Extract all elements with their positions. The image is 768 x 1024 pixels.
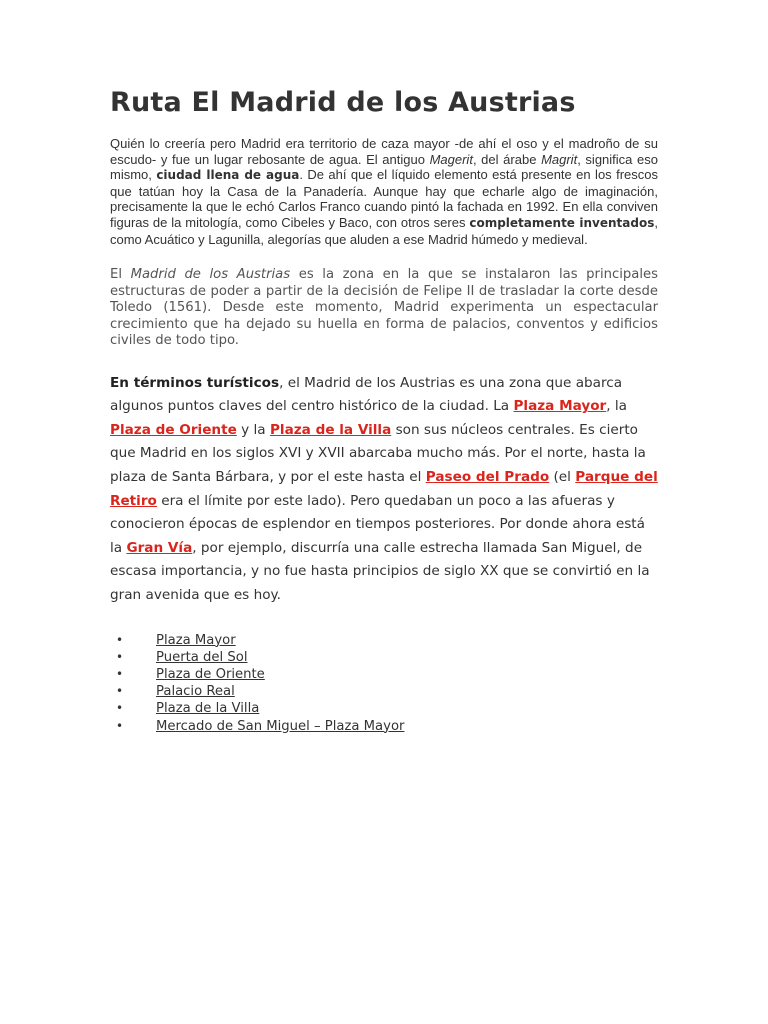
- text-run: es la zona en la que se instalaron las principales estructuras de poder a partir de la decisión de Felipe II de trasladar la corte desde Toledo (1561). Desde este momento, Madrid experimenta un espectacular crecimiento que ha dejado su huella en forma de palacios, conventos y edificios civiles de todo tipo.: [110, 267, 658, 349]
- link-plaza-mayor[interactable]: Plaza Mayor: [513, 398, 607, 415]
- bold-term: completamente inventados: [469, 215, 655, 230]
- bold-term: ciudad llena de agua: [156, 168, 300, 183]
- link-parque-del-retiro[interactable]: Parque del Retiro: [110, 469, 658, 509]
- link-plaza-de-oriente[interactable]: Plaza de Oriente: [110, 421, 237, 438]
- list-item: [110, 683, 658, 700]
- intro-paragraph: [110, 136, 658, 247]
- bold-term: En términos turísticos: [110, 374, 280, 391]
- list-item: [110, 700, 658, 717]
- text-run: , el Madrid de los Austrias es una zona que abarca algunos puntos claves del centro histórico de la ciudad. La: [110, 374, 623, 415]
- italic-term: Magrit: [541, 151, 578, 167]
- text-run: , por ejemplo, discurría una calle estrecha llamada San Miguel, de escasa importancia, y no fue hasta principios de siglo XX que se convirtió en la gran avenida que es hoy.: [110, 539, 650, 603]
- bullet-icon: •: [116, 649, 124, 664]
- list-link-palacio-real[interactable]: Palacio Real: [156, 684, 235, 700]
- list-link-mercado-de-san-miguel[interactable]: Mercado de San Miguel – Plaza Mayor: [156, 718, 405, 734]
- text-run: , la: [606, 398, 628, 415]
- italic-term: Madrid de los Austrias: [130, 267, 291, 283]
- text-run: , como Acuático y Lagunilla, alegorías que aluden a ese Madrid húmedo y medieval.: [110, 214, 658, 247]
- bullet-icon: •: [116, 684, 124, 699]
- text-run: , del árabe: [472, 151, 542, 167]
- list-link-plaza-de-la-villa[interactable]: Plaza de la Villa: [156, 701, 260, 717]
- text-run: son sus núcleos centrales. Es cierto que Madrid en los siglos XVI y XVII abarcaba mucho más. Por el norte, hasta la plaza de Santa Bárbara, y por el este hasta el: [110, 421, 646, 486]
- text-run: (el: [549, 469, 576, 486]
- link-gran-via[interactable]: Gran Vía: [126, 539, 193, 556]
- list-item: [110, 632, 658, 649]
- bullet-icon: •: [116, 667, 124, 681]
- list-item: [110, 718, 658, 735]
- link-paseo-del-prado[interactable]: Paseo del Prado: [425, 469, 550, 486]
- list-item: [110, 649, 658, 666]
- text-run: . De ahí que el líquido elemento está presente en los frescos que tatúan hoy la Casa de la Panadería. Aunque hay que echarle algo de imaginación, precisamente la que le echó Carlos Franco cuando pintó la fachada en 1992. En ella conviven figuras de la mitología, como Cibeles y Baco, con otros seres: [110, 167, 658, 230]
- bullet-icon: •: [116, 632, 124, 647]
- bullet-icon: •: [116, 718, 124, 733]
- list-item: [110, 666, 658, 683]
- list-link-plaza-mayor[interactable]: Plaza Mayor: [156, 632, 236, 648]
- text-run: , significa eso mismo,: [110, 151, 658, 183]
- text-run: y la: [236, 421, 270, 438]
- places-list: [110, 632, 658, 735]
- link-plaza-de-la-villa[interactable]: Plaza de la Villa: [269, 421, 392, 438]
- text-run: Quién lo creería pero Madrid era territorio de caza mayor -de ahí el oso y el madroño de su escudo- y fue un lugar rebosante de agua. El antiguo: [110, 136, 658, 167]
- austrias-paragraph: [110, 267, 658, 350]
- text-run: El: [110, 267, 131, 283]
- list-link-plaza-de-oriente[interactable]: Plaza de Oriente: [156, 667, 265, 682]
- italic-term: Magerit: [429, 151, 473, 167]
- tourism-paragraph: [110, 372, 658, 608]
- text-run: era el límite por este lado). Pero quedaban un poco a las afueras y conocieron épocas de esplendor en tiempos posteriores. Por donde ahora está la: [110, 492, 645, 556]
- list-link-puerta-del-sol[interactable]: Puerta del Sol: [156, 649, 248, 665]
- bullet-icon: •: [116, 701, 124, 716]
- page-title: Ruta El Madrid de los Austrias: [110, 87, 576, 118]
